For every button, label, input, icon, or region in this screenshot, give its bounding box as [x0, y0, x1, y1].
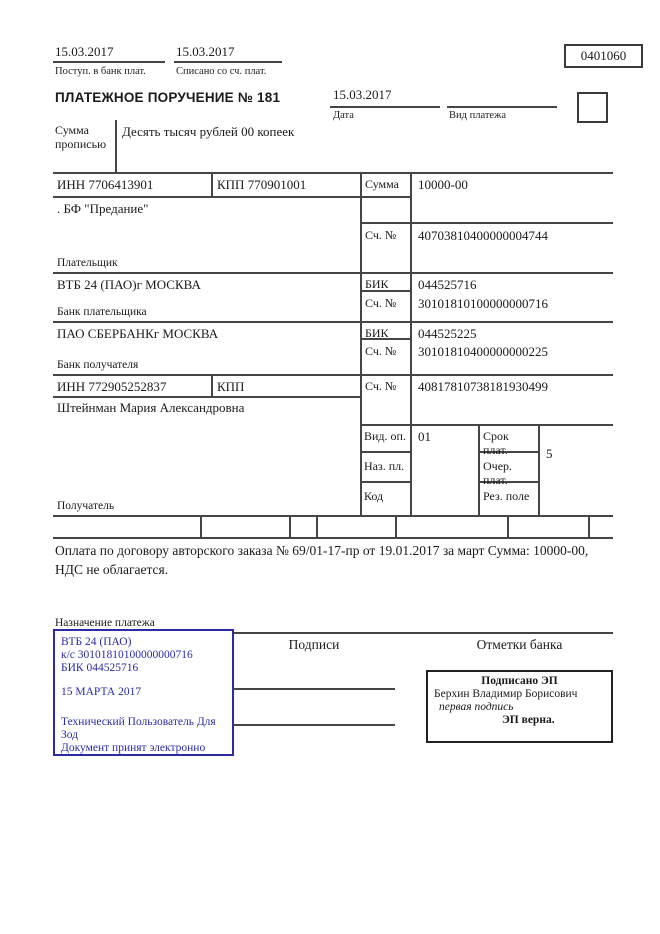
payment-type-underline [447, 106, 557, 108]
payee-account: 40817810738181930499 [418, 379, 548, 394]
extra-row-bottom-line [53, 537, 613, 539]
stamp-spacer [61, 699, 227, 716]
form-code-box: 0401060 [564, 44, 643, 68]
esign-signature-kind: первая подпись [439, 701, 514, 713]
payee-kpp-label: КПП [217, 379, 245, 394]
received-date: 15.03.2017 [55, 44, 114, 59]
table-top-line [53, 172, 613, 174]
payer-section-line [53, 272, 613, 274]
received-date-underline [53, 61, 165, 63]
date-label: Дата [333, 110, 354, 121]
payer-label: Плательщик [57, 257, 118, 269]
sum-value: 10000-00 [418, 177, 468, 192]
term-label: Срок плат. [483, 429, 509, 457]
code-label: Код [364, 489, 384, 503]
payee-bank-bik: 044525225 [418, 326, 477, 341]
amount-words-divider [115, 120, 117, 173]
stamp-bank-name: ВТБ 24 (ПАО) [61, 636, 132, 648]
payee-bank-name: ПАО СБЕРБАНКг МОСКВА [57, 326, 219, 341]
payee-bank-label: Банк получателя [57, 359, 139, 371]
amount-words-label: Сумма прописью [55, 123, 107, 151]
subtable-col-divider-1 [478, 424, 480, 517]
payee-bank-account: 30101810400000000225 [418, 344, 548, 359]
op-type-label: Вид. оп. [364, 429, 406, 443]
esign-valid-text: ЭП верна. [502, 714, 555, 726]
debited-date-label: Списано со сч. плат. [176, 66, 267, 77]
payee-inn-kpp-divider [211, 374, 213, 398]
stamp-corr-account: к/с 30101810100000000716 [61, 649, 193, 661]
bank-marks-header: Отметки банка [476, 637, 563, 652]
debited-date-underline [174, 61, 282, 63]
signatures-header: Подписи [288, 637, 340, 652]
payer-bank-name: ВТБ 24 (ПАО)г МОСКВА [57, 277, 201, 292]
op-label-line [360, 451, 411, 453]
payee-account-row-line [360, 424, 613, 426]
document-date: 15.03.2017 [333, 87, 392, 102]
esign-box [426, 670, 613, 743]
payer-bank-bik: 044525716 [418, 277, 477, 292]
signature-line-2 [233, 724, 395, 726]
extra-row-divider-4 [395, 515, 397, 537]
payment-type-label: Вид платежа [449, 110, 507, 121]
payee-inn: ИНН 772905252837 [57, 379, 167, 394]
payer-name: . БФ "Предание" [57, 201, 149, 216]
stamp-user-line2: Зод [61, 729, 79, 741]
payment-purpose-text: Оплата по договору авторского заказа № 69/01-17-пр от 19.01.2017 за март Сумма: 10000-00, НДС не облагается. [55, 543, 589, 577]
extra-row-divider-3 [316, 515, 318, 537]
extra-row-divider-2 [289, 515, 291, 537]
payee-bank-section-line [53, 374, 613, 376]
esign-title: Подписано ЭП [481, 675, 558, 687]
order-label: Очер. плат. [483, 459, 513, 487]
payee-label: Получатель [57, 500, 115, 512]
payer-bank-bik-label: БИК [365, 277, 389, 291]
subtable-col-divider-2 [538, 424, 540, 517]
table-bottom-line [53, 515, 613, 517]
payee-name: Штейнман Мария Александровна [57, 400, 245, 415]
received-date-label: Поступ. в банк плат. [55, 66, 146, 77]
extra-row-divider-1 [200, 515, 202, 537]
sum-row-line [360, 222, 613, 224]
extra-row-divider-6 [588, 515, 590, 537]
stamp-user-line1: Технический Пользователь Для [61, 716, 216, 728]
payer-account-label: Сч. № [365, 228, 397, 242]
payer-bank-account: 30101810100000000716 [418, 296, 548, 311]
payer-inn: ИНН 7706413901 [57, 177, 154, 192]
payer-bank-account-label: Сч. № [365, 296, 397, 310]
extra-row-divider-5 [507, 515, 509, 537]
payer-inn-row-line [53, 196, 411, 198]
payee-account-label: Сч. № [365, 379, 397, 393]
payee-bank-bik-label: БИК [365, 326, 389, 340]
order-value: 5 [546, 446, 553, 461]
sum-label: Сумма [365, 177, 399, 191]
stamp-spacer [61, 675, 227, 686]
esign-signer-name: Берхин Владимир Борисович [434, 688, 578, 700]
payee-bank-account-label: Сч. № [365, 344, 397, 358]
document-title: ПЛАТЕЖНОЕ ПОРУЧЕНИЕ № 181 [55, 90, 281, 105]
payer-bank-label: Банк плательщика [57, 306, 147, 318]
op-type-value: 01 [418, 429, 431, 444]
stamp-accepted: Документ принят электронно [61, 742, 206, 754]
naz-label: Наз. пл. [364, 459, 405, 473]
stamp-bik: БИК 044525716 [61, 662, 139, 674]
naz-label-line [360, 481, 411, 483]
date-underline [330, 106, 440, 108]
stamp-date: 15 МАРТА 2017 [61, 686, 142, 698]
payer-kpp: КПП 770901001 [217, 177, 307, 192]
debited-date: 15.03.2017 [176, 44, 235, 59]
payer-bank-section-line [53, 321, 613, 323]
payment-purpose-label: Назначение платежа [55, 617, 155, 629]
payment-type-checkbox [577, 92, 608, 123]
res-field-label: Рез. поле [483, 489, 530, 503]
signature-line-1 [233, 688, 395, 690]
payer-inn-kpp-divider [211, 172, 213, 198]
bank-stamp [53, 629, 234, 756]
payee-inn-row-line [53, 396, 361, 398]
payer-account: 40703810400000004744 [418, 228, 548, 243]
amount-words-value: Десять тысяч рублей 00 копеек [122, 124, 295, 139]
